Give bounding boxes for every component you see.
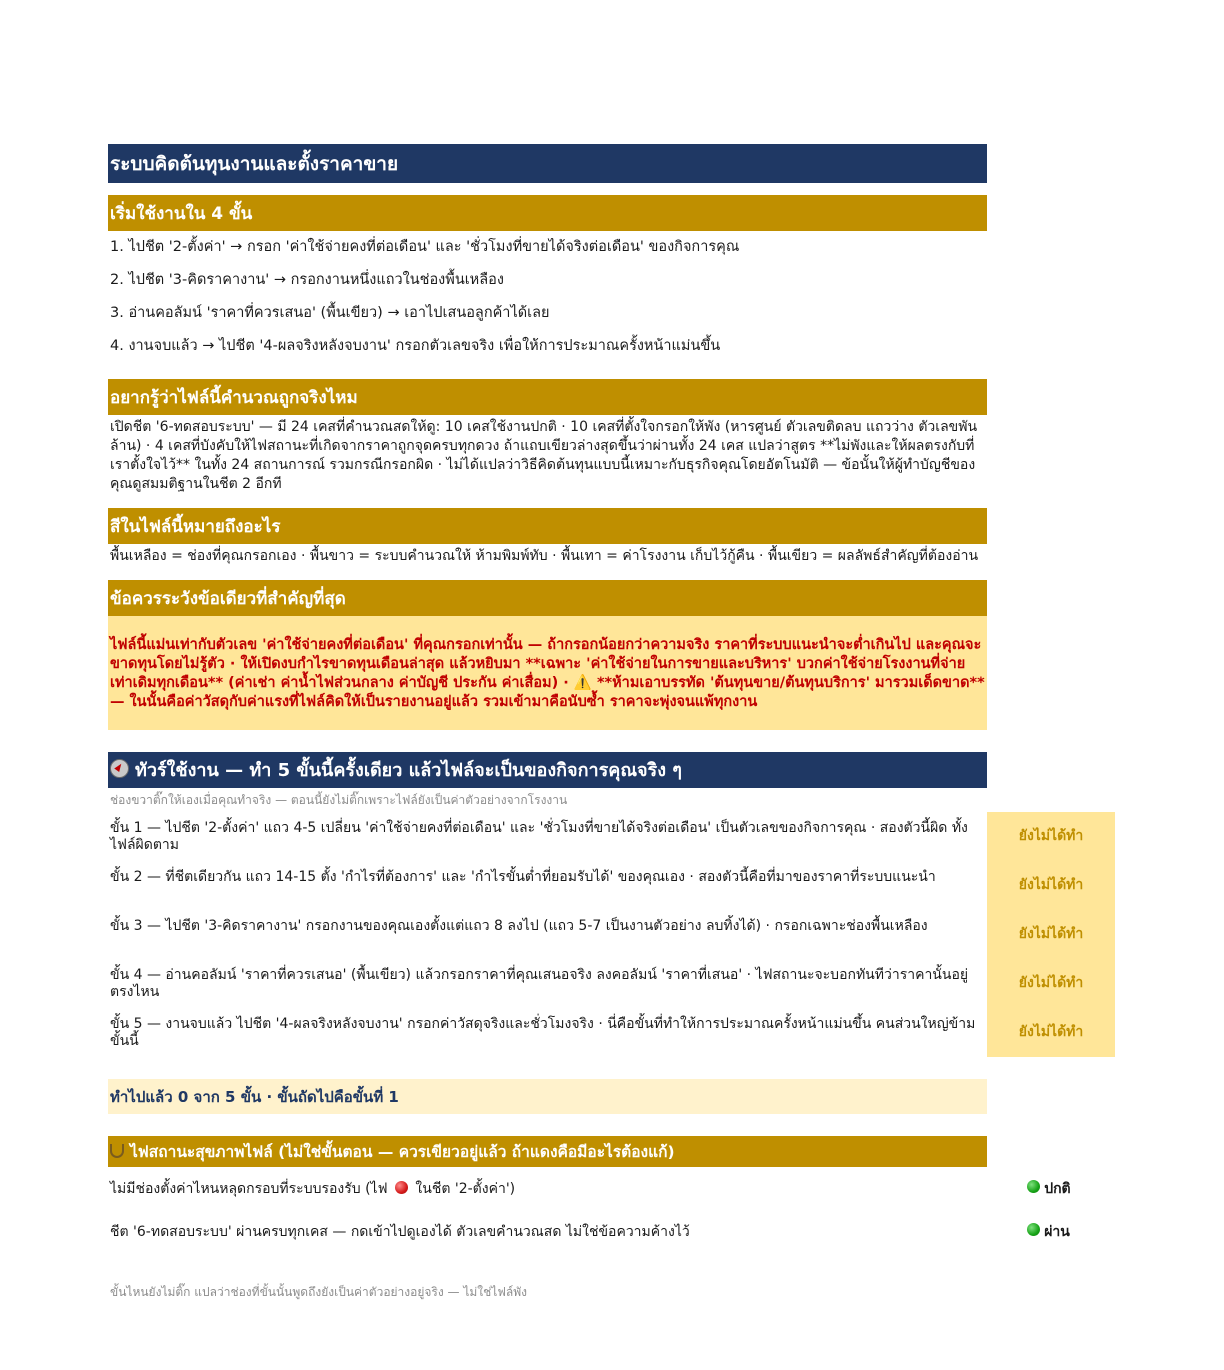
accuracy-text: เปิดชีต '6-ทดสอบระบบ' — มี 24 เคสที่คำนวณสดให้ดู: 10 เคสใช้งานปกติ · 10 เคสที่ตั้งใจกรอกให้พัง (หารศูนย์ ตัวเลขติดลบ แถวว่าง ตัวเลขพันล้าน) · 4 เคสที่บังคับให้ไฟสถานะที่เกิดจากราคาถูกจุดครบทุกดวง ถ้าแถบเขียวล่างสุดขึ้นว่าผ่านทั้ง 24 เคส แปลว่าสูตร **ไม่พังและให้ผลตรงกับที่เราตั้งใจไว้** ในทั้ง 24 สถานการณ์ รวมกรณีกรอกผิด · ไม่ได้แปลว่าวิธีคิดต้นทุนแบบนี้เหมาะกับธุรกิจคุณโดยอัตโนมัติ — ข้อนั้นให้ผู้ทำบัญชีของคุณดูสมมติฐานในชีต 2 อีกที bbox=[110, 419, 978, 492]
green-dot-icon bbox=[1027, 1223, 1040, 1236]
warning-icon: ⚠️ bbox=[573, 675, 592, 691]
tour-step-status[interactable]: ยังไม่ได้ทำ bbox=[987, 959, 1115, 1008]
health-row bbox=[108, 1167, 1115, 1210]
red-dot-icon bbox=[395, 1181, 408, 1194]
health-rows bbox=[108, 1167, 1115, 1253]
tour-steps bbox=[108, 812, 1115, 1057]
tour-step-text: ขั้น 2 — ที่ชีตเดียวกัน แถว 14-15 ตั้ง 'กำไรที่ต้องการ' และ 'กำไรขั้นต่ำที่ยอมรับได้' ของคุณเอง · สองตัวนี้คือที่มาของราคาที่ระบบแนะนำ bbox=[110, 869, 936, 885]
health-row-text bbox=[108, 1221, 987, 1243]
caution-text-part: **ห้ามเอาบรรทัด 'ต้นทุนขาย/ต้นทุนบริการ' มารวมเด็ดขาด** — ในนั้นคือค่าวัสดุกับค่าแรงที่ไฟล์คิดให้เป็นรายงานอยู่แล้ว รวมเข้ามาคือนับซ้ำ ราคาจะพุ่งจนแพ้ทุกงาน bbox=[110, 675, 985, 710]
progress-summary: ทำไปแล้ว 0 จาก 5 ขั้น · ขั้นถัดไปคือขั้นที่ 1 bbox=[108, 1079, 987, 1114]
caution-heading: ข้อควรระวังข้อเดียวที่สำคัญที่สุด bbox=[108, 580, 987, 616]
caution-text bbox=[108, 616, 987, 730]
tour-heading-text: ทัวร์ใช้งาน — ทำ 5 ขั้นนี้ครั้งเดียว แล้วไฟล์จะเป็นของกิจการคุณจริง ๆ bbox=[135, 760, 682, 781]
tour-step-status[interactable]: ยังไม่ได้ทำ bbox=[987, 812, 1115, 861]
health-heading bbox=[108, 1136, 987, 1167]
health-status bbox=[987, 1221, 1115, 1243]
stethoscope-icon bbox=[110, 1144, 124, 1158]
tour-step-text: ขั้น 5 — งานจบแล้ว ไปชีต '4-ผลจริงหลังจบงาน' กรอกค่าวัสดุจริงและชั่วโมงจริง · นี่คือขั้นที่ทำให้การประมาณครั้งหน้าแม่นขึ้น คนส่วนใหญ่ข้ามขั้นนี้ bbox=[110, 1016, 976, 1049]
caution-text-part: ไฟล์นี้แม่นเท่ากับตัวเลข 'ค่าใช้จ่ายคงที่ต่อเดือน' ที่คุณกรอกเท่านั้น — ถ้ากรอกน้อยกว่าความจริง ราคาที่ระบบแนะนำจะต่ำเกินไป และคุณจะขาดทุนโดยไม่รู้ตัว · ให้เปิดงบกำไรขาดทุนเดือนล่าสุด แล้วหยิบมา **เฉพาะ 'ค่าใช้จ่ายในการขายและบริหาร' บวกค่าใช้จ่ายโรงงานที่จ่ายเท่าเดิมทุกเดือน** (ค่าเช่า ค่าน้ำไฟส่วนกลาง ค่าบัญชี ประกัน ค่าเสื่อม) · bbox=[110, 637, 982, 691]
tour-step-row bbox=[108, 812, 1115, 861]
health-status-label: ปกติ bbox=[1044, 1180, 1071, 1197]
tour-step-status[interactable]: ยังไม่ได้ทำ bbox=[987, 910, 1115, 959]
tour-step-text: ขั้น 4 — อ่านคอลัมน์ 'ราคาที่ควรเสนอ' (พื้นเขียว) แล้วกรอกราคาที่คุณเสนอจริง ลงคอลัมน์ 'ราคาที่เสนอ' · ไฟสถานะจะบอกทันทีว่าราคานั้นอยู่ตรงไหน bbox=[110, 967, 969, 1000]
health-status bbox=[987, 1178, 1115, 1200]
health-status-label: ผ่าน bbox=[1044, 1223, 1070, 1240]
tour-note: ช่องขวาติ๊กให้เองเมื่อคุณทำจริง — ตอนนี้ยังไม่ติ๊กเพราะไฟล์ยังเป็นค่าตัวอย่างจากโรงงาน bbox=[110, 793, 568, 807]
tour-step-status[interactable]: ยังไม่ได้ทำ bbox=[987, 861, 1115, 910]
green-dot-icon bbox=[1027, 1180, 1040, 1193]
accuracy-heading: อยากรู้ว่าไฟล์นี้คำนวณถูกจริงไหม bbox=[108, 379, 987, 415]
quickstart-step: 1. ไปชีต '2-ตั้งค่า' → กรอก 'ค่าใช้จ่ายคงที่ต่อเดือน' และ 'ชั่วโมงที่ขายได้จริงต่อเดือน' ของกิจการคุณ bbox=[110, 239, 740, 255]
tour-step-text: ขั้น 1 — ไปชีต '2-ตั้งค่า' แถว 4-5 เปลี่ยน 'ค่าใช้จ่ายคงที่ต่อเดือน' และ 'ชั่วโมงที่ขายได้จริงต่อเดือน' เป็นตัวเลขของกิจการคุณ · สองตัวนี้ผิด ทั้งไฟล์ผิดตาม bbox=[110, 820, 968, 853]
quickstart-steps bbox=[108, 231, 987, 363]
quickstart-step: 4. งานจบแล้ว → ไปชีต '4-ผลจริงหลังจบงาน' กรอกตัวเลขจริง เพื่อให้การประมาณครั้งหน้าแม่นขึ้น bbox=[110, 338, 721, 354]
quickstart-step: 2. ไปชีต '3-คิดราคางาน' → กรอกงานหนึ่งแถวในช่องพื้นเหลือง bbox=[110, 272, 504, 288]
quickstart-heading: เริ่มใช้งานใน 4 ขั้น bbox=[108, 195, 987, 231]
health-heading-text: ไฟสถานะสุขภาพไฟล์ (ไม่ใช่ขั้นตอน — ควรเขียวอยู่แล้ว ถ้าแดงคือมีอะไรต้องแก้) bbox=[130, 1143, 675, 1161]
health-row-text-part: ในชีต '2-ตั้งค่า') bbox=[410, 1180, 516, 1197]
tour-step-row bbox=[108, 1008, 1115, 1057]
page-title: ระบบคิดต้นทุนงานและตั้งราคาขาย bbox=[108, 144, 987, 183]
tour-step-row bbox=[108, 910, 1115, 959]
quickstart-step: 3. อ่านคอลัมน์ 'ราคาที่ควรเสนอ' (พื้นเขียว) → เอาไปเสนอลูกค้าได้เลย bbox=[110, 305, 550, 321]
health-row bbox=[108, 1210, 1115, 1253]
tour-step-text: ขั้น 3 — ไปชีต '3-คิดราคางาน' กรอกงานของคุณเองตั้งแต่แถว 8 ลงไป (แถว 5-7 เป็นงานตัวอย่าง ลบทิ้งได้) · กรอกเฉพาะช่องพื้นเหลือง bbox=[110, 918, 928, 934]
health-row-text bbox=[108, 1178, 987, 1200]
tour-heading bbox=[108, 752, 987, 788]
colors-heading: สีในไฟล์นี้หมายถึงอะไร bbox=[108, 508, 987, 544]
health-row-text-part: ชีต '6-ทดสอบระบบ' ผ่านครบทุกเคส — กดเข้าไปดูเองได้ ตัวเลขคำนวณสด ไม่ใช่ข้อความค้างไว้ bbox=[110, 1223, 690, 1240]
tour-step-row bbox=[108, 861, 1115, 910]
health-row-text-part: ไม่มีช่องตั้งค่าไหนหลุดกรอบที่ระบบรองรับ (ไฟ bbox=[110, 1180, 392, 1197]
footer-note: ขั้นไหนยังไม่ติ๊ก แปลว่าช่องที่ขั้นนั้นพูดถึงยังเป็นค่าตัวอย่างอยู่จริง — ไม่ใช่ไฟล์พัง bbox=[110, 1285, 527, 1299]
tour-step-row bbox=[108, 959, 1115, 1008]
compass-icon bbox=[110, 759, 129, 778]
tour-step-status[interactable]: ยังไม่ได้ทำ bbox=[987, 1008, 1115, 1057]
colors-text: พื้นเหลือง = ช่องที่คุณกรอกเอง · พื้นขาว = ระบบคำนวณให้ ห้ามพิมพ์ทับ · พื้นเทา = ค่าโรงงาน เก็บไว้กู้คืน · พื้นเขียว = ผลลัพธ์สำคัญที่ต้องอ่าน bbox=[110, 548, 979, 564]
sheet bbox=[108, 144, 1115, 1302]
